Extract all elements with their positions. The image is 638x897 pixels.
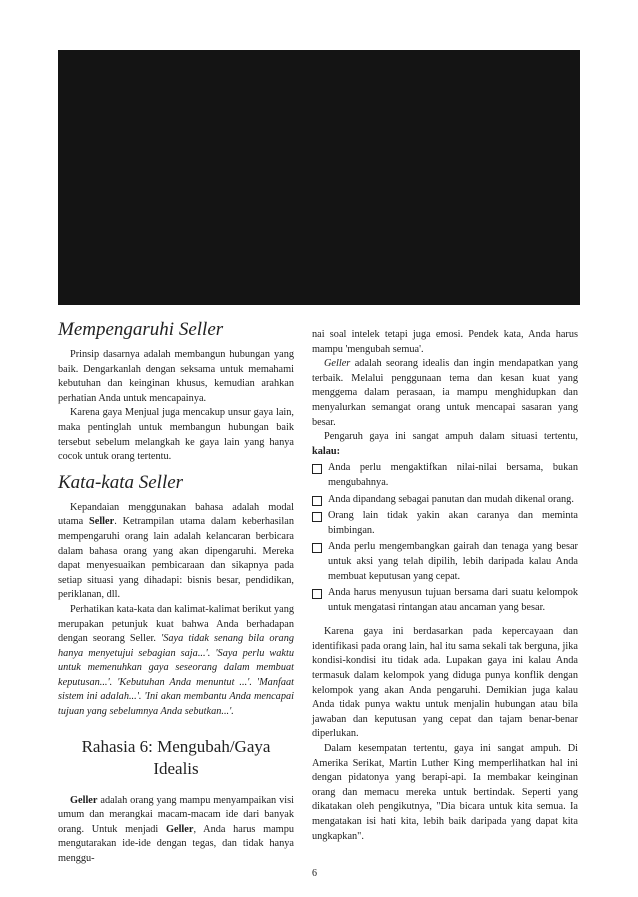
checkbox-square-icon [312,464,322,474]
bullet-item: Anda perlu mengaktifkan nilai-nilai bersama, bukan mengubahnya. [312,461,578,490]
heading-rahasia-6: Rahasia 6: Mengubah/Gaya Idealis [81,736,271,778]
heading-mempengaruhi-seller: Mempengaruhi Seller [58,319,224,340]
paragraph: Kepandaian menggunakan bahasa adalah modal utama Seller. Ketrampilan utama dalam keberhasilan mempengaruhi orang lain adalah kelancaran berbicara dalam bahasa orang yang akan dipengaruhi. Mereka dapat menyesuaikan pembicaraan dan sikapnya pada setiap situasi yang dihadapi: bisnis besar, pendidikan, periklanan, dll. [58,501,294,601]
bullet-item: Anda perlu mengembangkan gairah dan tenaga yang besar untuk aksi yang telah dipilih, lebih daripada kalau Anda membuat keputusan yang cepat. [312,540,578,584]
bullet-item: Orang lain tidak yakin akan caranya dan meminta bimbingan. [312,509,578,538]
paragraph: Pengaruh gaya ini sangat ampuh dalam situasi tertentu, kalau: [312,431,578,457]
page-number: 6 [312,868,317,879]
paragraph: Geller adalah orang yang mampu menyampaikan visi umum dan merangkai macam-macam ide dari banyak orang. Untuk menjadi Geller, Anda harus mampu mengutarakan ide-ide dengan tegas, dan tidak hanya menggu- [58,794,294,865]
right-column [312,328,578,844]
paragraph: Karena gaya ini berdasarkan pada kepercayaan dan identifikasi pada orang lain, hal itu sama sekali tak berguna, jika kondisi-kondisi itu tidak ada. Lupakan gaya ini kalau Anda termasuk dalam kelompok yang diduga punya konflik dengan kelompok yang akan Anda pengaruhi. Demikian juga kalau Anda tidak punya waktu untuk menjalin hubungan atau bila jawaban dan keputusan yang cepat dan tajam benar-benar diperlukan. [312,626,578,740]
checkbox-square-icon [312,589,322,599]
left-column [58,312,294,867]
checkbox-square-icon [312,496,322,506]
paragraph: Karena gaya Menjual juga mencakup unsur gaya lain, maka pentinglah untuk membangun hubungan baik tersebut sebelum melangkah ke gaya lain yang hanya cocok untuk orang tertentu. [58,407,294,463]
paragraph: Prinsip dasarnya adalah membangun hubungan yang baik. Dengarkanlah dengan seksama untuk memahami kebutuhan dan keinginan khusus, kemudian arahkan perhatian Anda untuk mencapainya. [58,349,294,404]
bullet-item: Anda dipandang sebagai panutan dan mudah dikenal orang. [312,493,578,508]
dark-image-block [58,50,580,305]
checkbox-square-icon [312,543,322,553]
checkbox-square-icon [312,512,322,522]
paragraph: Dalam kesempatan tertentu, gaya ini sangat ampuh. Di Amerika Serikat, Martin Luther King memperlihatkan hal ini dengan pidatonya yang berapi-api. Ia membakar keinginan orang dan memacu mereka untuk bertindak. Seperti yang dikatakan oleh pengikutnya, "Dia bicara untuk kita semua. Ia mengatakan isi hati kita, lebih baik daripada yang dapat kita ungkapkan". [312,743,578,842]
bullet-item: Anda harus menyusun tujuan bersama dari suatu kelompok untuk mengatasi rintangan atau ancaman yang besar. [312,586,578,615]
paragraph: Geller adalah seorang idealis dan ingin mendapatkan yang terbaik. Melalui penggunaan tema dan kesan kuat yang menggema dalam perasaan, ia mampu menghidupkan dan menyalurkan semangat orang untuk mencapai sasaran yang besar. [312,358,578,428]
paragraph: nai soal intelek tetapi juga emosi. Pendek kata, Anda harus mampu 'mengubah semua'. [312,329,578,355]
paragraph: Perhatikan kata-kata dan kalimat-kalimat berikut yang merupakan petunjuk kuat bahwa Anda berhadapan dengan seorang Seller. 'Saya tidak senang bila orang hanya menyetujui sebagian saja...'. 'Saya perlu waktu untuk memenuhkan gaya seseorang dalam membuat keputusan...'. 'Kebutuhan Anda menuntut ...'. 'Manfaat sistem ini adalah...'. 'Ini akan membantu Anda mencapai tujuan yang sebelumnya Anda sebutkan...'. [58,603,294,718]
heading-kata-kata-seller: Kata-kata Seller [58,471,184,493]
